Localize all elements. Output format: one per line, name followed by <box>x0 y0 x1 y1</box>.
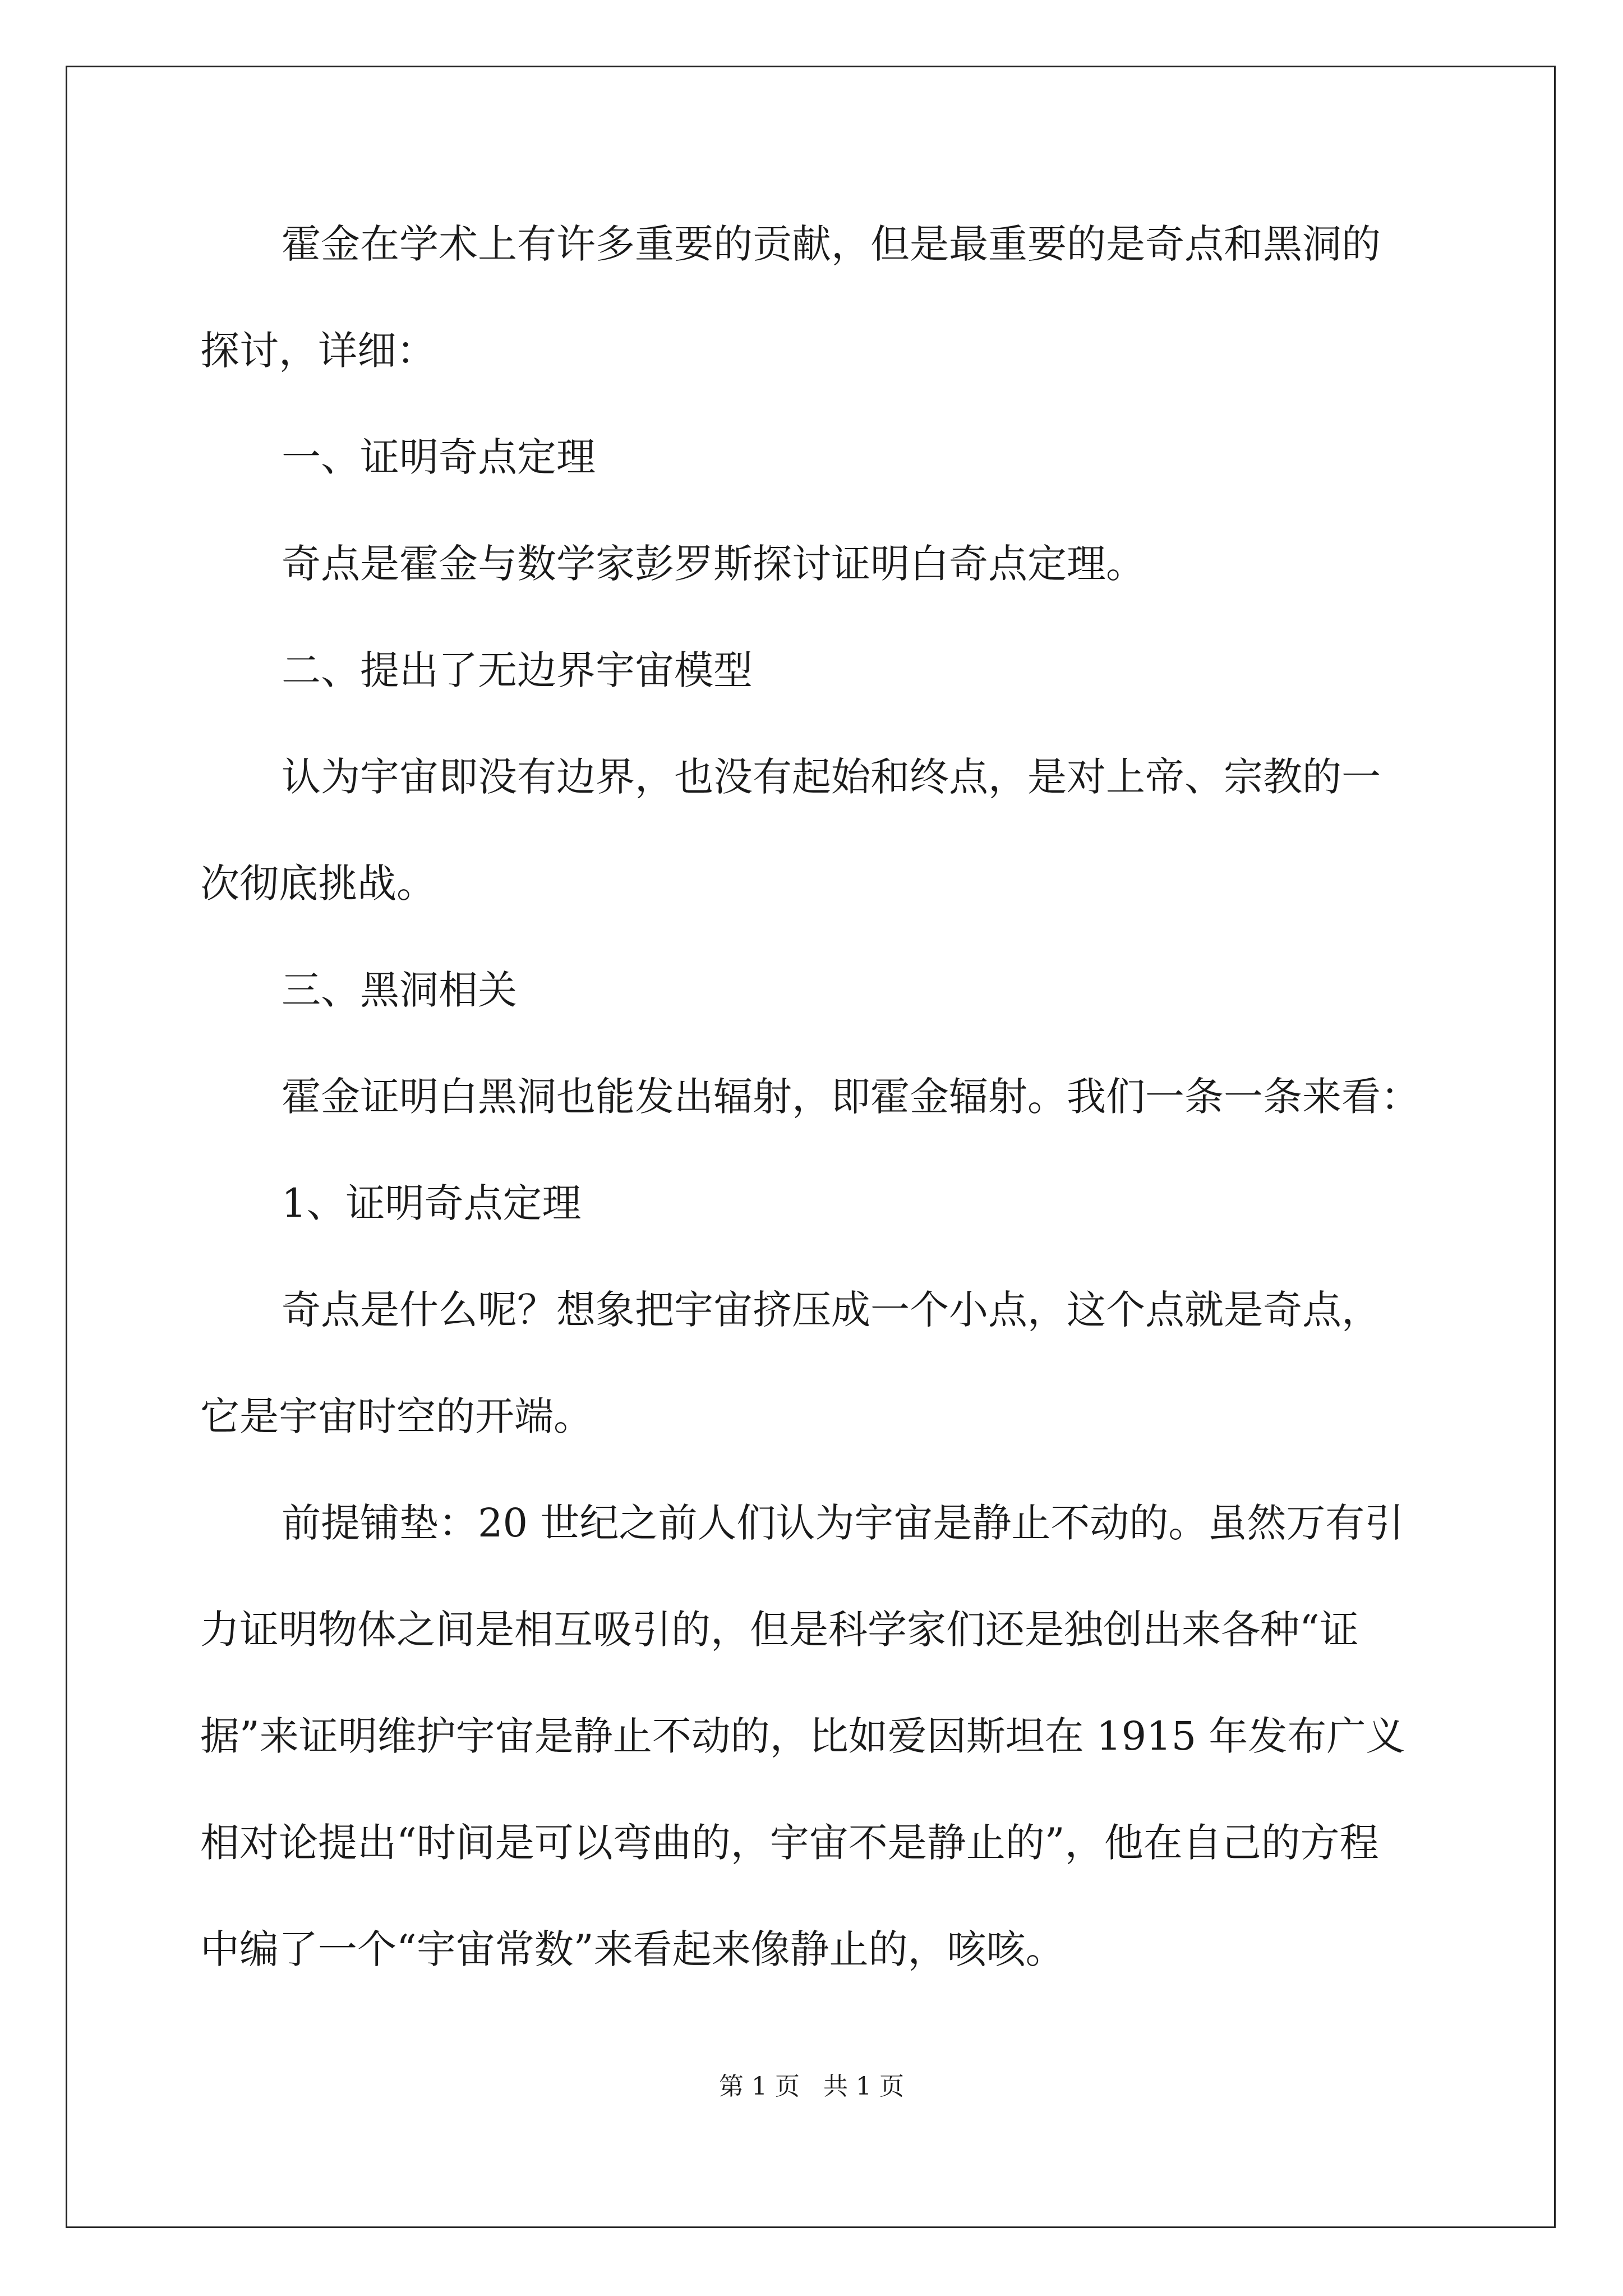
paragraph-line: 霍金在学术上有许多重要的贡献，但是最重要的是奇点和黑洞的 <box>282 221 1381 267</box>
paragraph-line: 中编了一个“宇宙常数”来看起来像静止的，咳咳。 <box>200 1926 1065 1972</box>
page-border <box>66 66 1556 2228</box>
page-number-footer: 第 1 页 共 1 页 <box>719 2072 904 2101</box>
paragraph-line: 霍金证明白黑洞也能发出辐射，即霍金辐射。我们一条一条来看： <box>282 1074 1420 1120</box>
paragraph-line: 力证明物体之间是相互吸引的，但是科学家们还是独创出来各种“证 <box>200 1607 1359 1653</box>
paragraph-line: 次彻底挑战。 <box>200 861 436 907</box>
section-heading: 1、证明奇点定理 <box>282 1180 582 1226</box>
paragraph-line: 奇点是霍金与数学家彭罗斯探讨证明白奇点定理。 <box>282 541 1145 587</box>
paragraph-line: 它是宇宙时空的开端。 <box>200 1393 593 1439</box>
paragraph-line: 前提铺垫：20 世纪之前人们认为宇宙是静止不动的。虽然万有引 <box>282 1500 1404 1546</box>
paragraph-line: 认为宇宙即没有边界，也没有起始和终点，是对上帝、宗教的一 <box>282 754 1381 800</box>
paragraph-line: 探讨，详细： <box>200 328 436 374</box>
paragraph-line: 奇点是什么呢？想象把宇宙挤压成一个小点，这个点就是奇点， <box>282 1287 1381 1333</box>
section-heading: 三、黑洞相关 <box>282 967 517 1013</box>
paragraph-line: 相对论提出“时间是可以弯曲的，宇宙不是静止的”，他在自己的方程 <box>200 1820 1379 1866</box>
section-heading: 二、提出了无边界宇宙模型 <box>282 647 753 693</box>
paragraph-line: 据”来证明维护宇宙是静止不动的，比如爱因斯坦在 1915 年发布广义 <box>200 1713 1405 1759</box>
section-heading: 一、证明奇点定理 <box>282 434 596 480</box>
